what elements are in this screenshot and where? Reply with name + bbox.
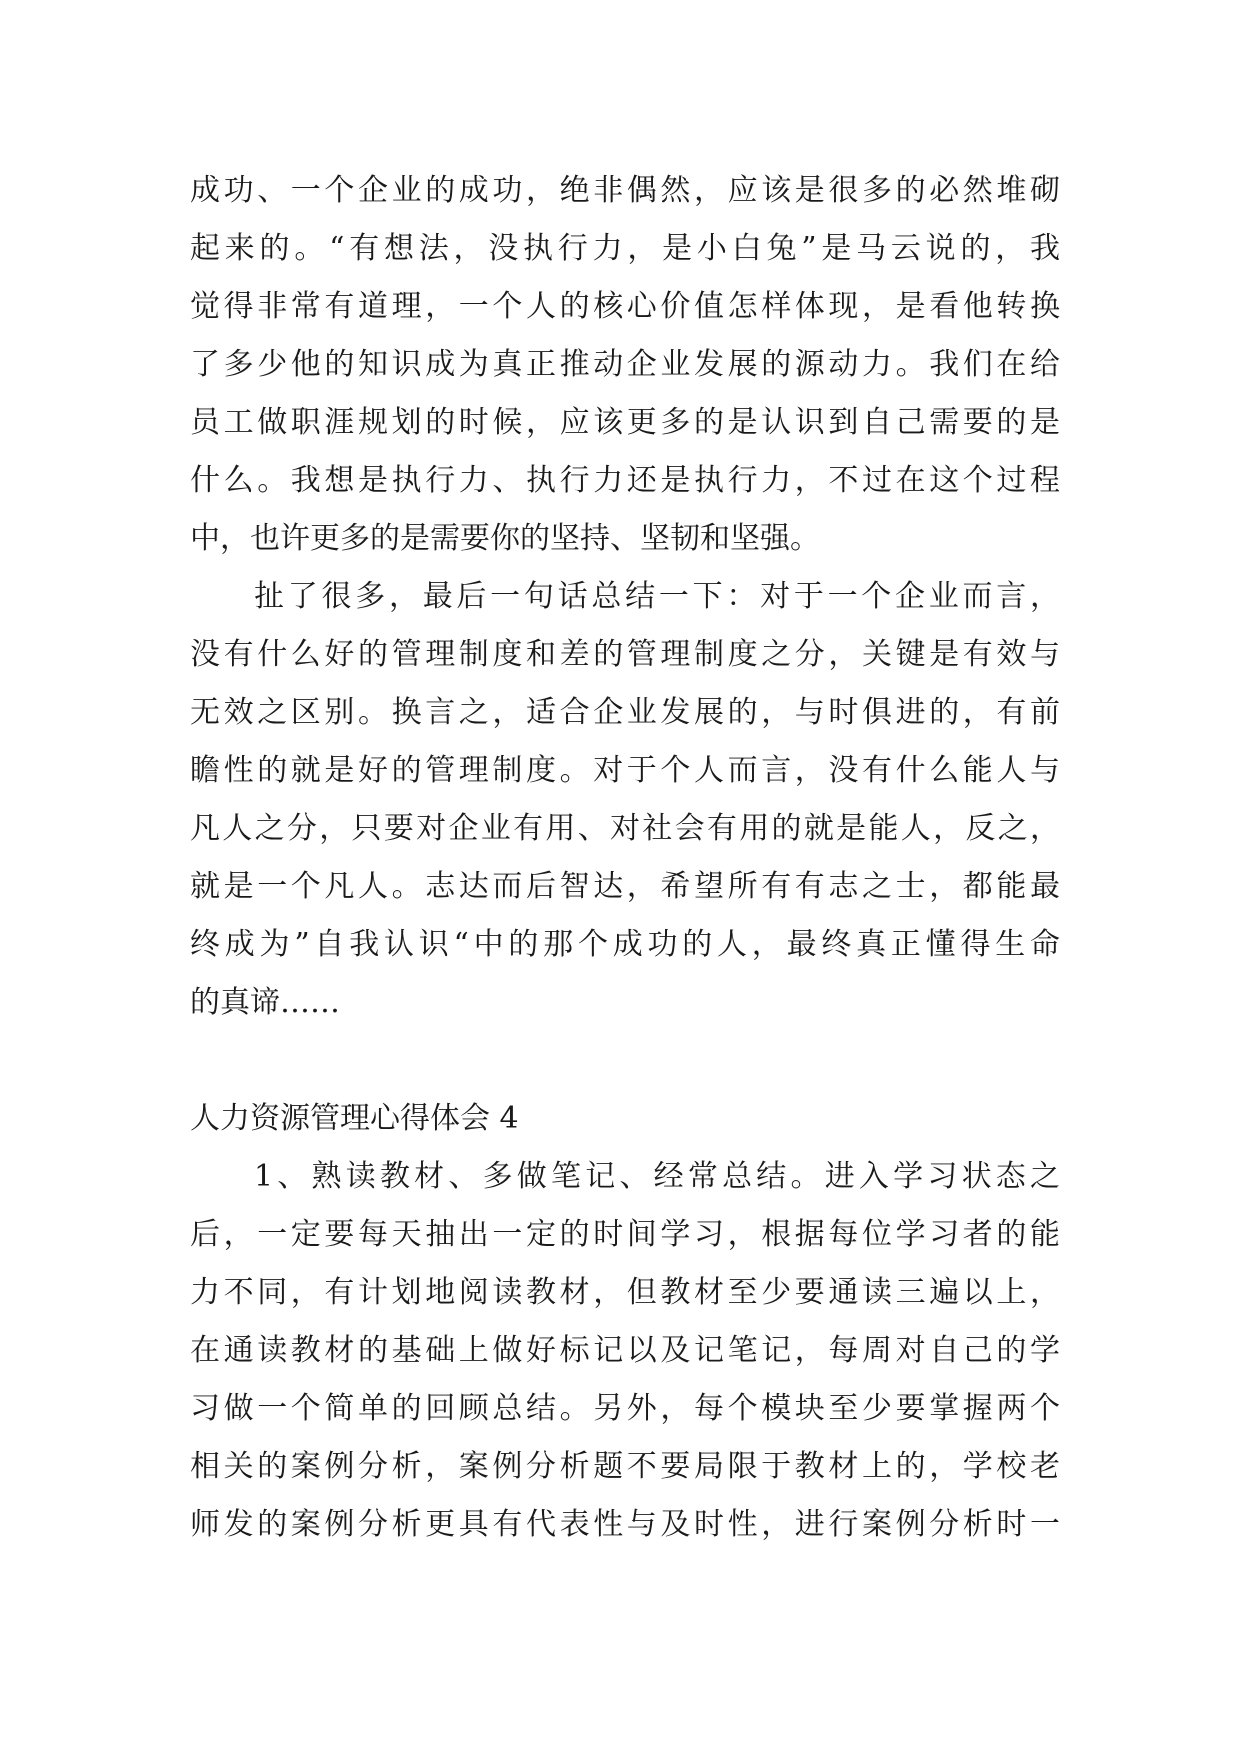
text-line: 终成为”自我认识“中的那个成功的人，最终真正懂得生命 [190, 927, 1060, 962]
text-line: 无效之区别。换言之，适合企业发展的，与时俱进的，有前 [190, 695, 1060, 730]
text-line: 员工做职涯规划的时候，应该更多的是认识到自己需要的是 [190, 405, 1060, 440]
text-line: 1、熟读教材、多做笔记、经常总结。进入学习状态之 [254, 1159, 1060, 1194]
text-line: 后，一定要每天抽出一定的时间学习，根据每位学习者的能 [190, 1217, 1060, 1252]
paragraph-1 [190, 162, 1060, 568]
text-line: 相关的案例分析，案例分析题不要局限于教材上的，学校老 [190, 1449, 1060, 1484]
text-line: 起来的。“有想法，没执行力，是小白兔”是马云说的，我 [190, 231, 1060, 266]
text-line: 成功、一个企业的成功，绝非偶然，应该是很多的必然堆砌 [190, 173, 1060, 208]
document-body [190, 162, 1060, 1554]
blank-line [190, 1032, 1060, 1090]
section-title: 人力资源管理心得体会 4 [190, 1101, 519, 1136]
text-line: 什么。我想是执行力、执行力还是执行力，不过在这个过程 [190, 463, 1060, 498]
text-line: 扯了很多，最后一句话总结一下：对于一个企业而言， [254, 579, 1060, 614]
text-line: 习做一个简单的回顾总结。另外，每个模块至少要掌握两个 [190, 1391, 1060, 1426]
text-line: 在通读教材的基础上做好标记以及记笔记，每周对自己的学 [190, 1333, 1060, 1368]
text-line: 的真谛…… [190, 985, 340, 1020]
text-line: 凡人之分，只要对企业有用、对社会有用的就是能人，反之， [190, 811, 1060, 846]
text-line: 就是一个凡人。志达而后智达，希望所有有志之士，都能最 [190, 869, 1060, 904]
text-line: 觉得非常有道理，一个人的核心价值怎样体现，是看他转换 [190, 289, 1060, 324]
text-line: 瞻性的就是好的管理制度。对于个人而言，没有什么能人与 [190, 753, 1060, 788]
text-line: 了多少他的知识成为真正推动企业发展的源动力。我们在给 [190, 347, 1060, 382]
text-line: 中，也许更多的是需要你的坚持、坚韧和坚强。 [190, 521, 820, 556]
text-line: 力不同，有计划地阅读教材，但教材至少要通读三遍以上， [190, 1275, 1060, 1310]
text-line: 没有什么好的管理制度和差的管理制度之分，关键是有效与 [190, 637, 1060, 672]
text-line: 师发的案例分析更具有代表性与及时性，进行案例分析时一 [190, 1507, 1060, 1542]
paragraph-2 [190, 568, 1060, 1032]
section-paragraph [190, 1148, 1060, 1554]
